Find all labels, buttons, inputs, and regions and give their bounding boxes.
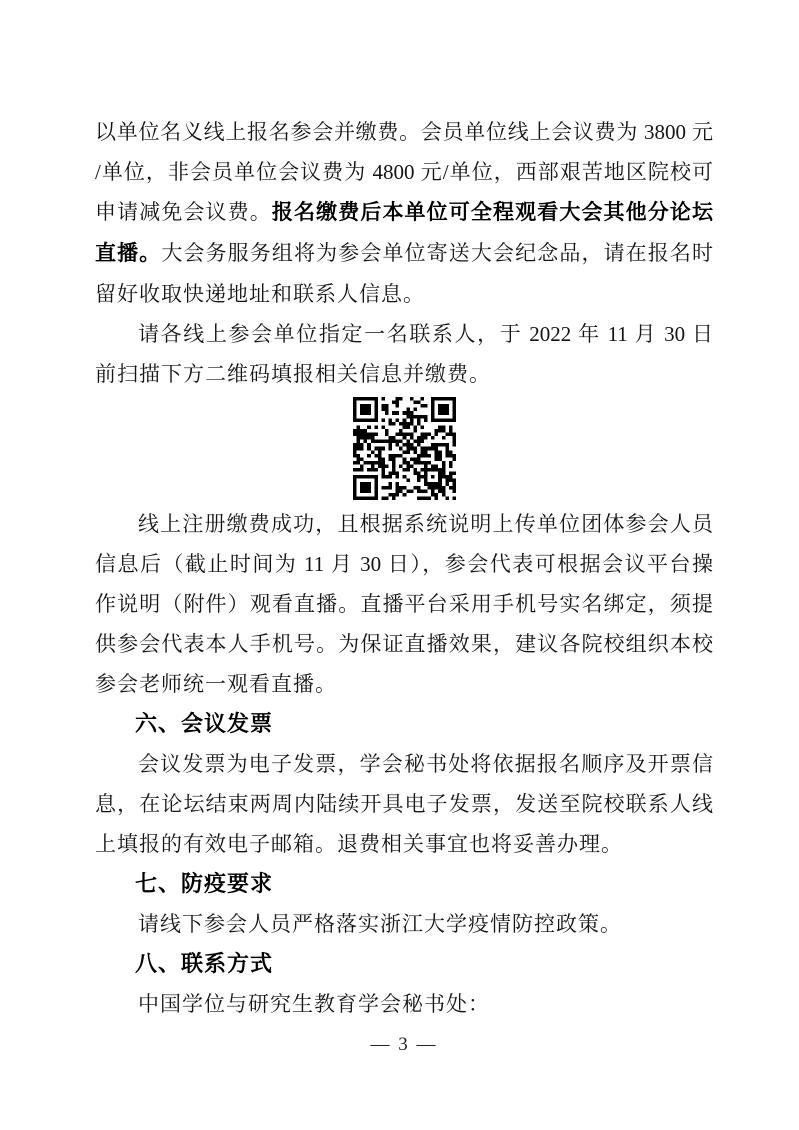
text-line	[95, 984, 713, 1024]
text-run: 请线下参会人员严格落实浙江大学疫情防控政策。	[138, 912, 622, 936]
text-run: 作说明（附件）观看直播。直播平台采用手机号实名绑定，须提	[95, 592, 713, 616]
bold-text-run: 报名缴费后本单位可全程观看大会其他分论坛	[271, 201, 713, 224]
page-number: — 3 —	[370, 1034, 438, 1055]
text-line	[95, 624, 713, 664]
qr-code-container	[95, 397, 713, 500]
text-run: 参会老师统一观看直播。	[95, 672, 337, 696]
text-run: 中国学位与研究生教育学会秘书处：	[138, 992, 490, 1016]
section-heading: 八、联系方式	[135, 951, 274, 976]
text-line	[95, 544, 713, 584]
text-line	[95, 664, 713, 704]
bold-text-run: 直播。	[95, 242, 162, 265]
text-line	[95, 744, 713, 784]
text-run: 以单位名义线上报名参会并缴费。会员单位线上会议费为 3800 元	[95, 120, 713, 144]
section-heading: 七、防疫要求	[135, 871, 274, 896]
text-run: 前扫描下方二维码填报相关信息并缴费。	[95, 362, 491, 386]
text-line	[95, 233, 713, 274]
text-line	[95, 314, 713, 354]
text-line	[95, 152, 713, 192]
text-run: 会议发票为电子发票，学会秘书处将依据报名顺序及开票信	[138, 752, 713, 776]
text-run: 请各线上参会单位指定一名联系人，于 2022 年 11 月 30 日	[138, 322, 713, 346]
document-body	[95, 112, 713, 1060]
text-run: 信息后（截止时间为 11 月 30 日），参会代表可根据会议平台操	[95, 552, 713, 576]
text-line	[95, 904, 713, 944]
text-run: 息，在论坛结束两周内陆续开具电子发票，发送至院校联系人线	[95, 792, 713, 816]
qr-code	[353, 397, 456, 500]
text-line	[95, 274, 713, 314]
text-run: 线上注册缴费成功，且根据系统说明上传单位团体参会人员	[138, 512, 713, 536]
text-line	[95, 192, 713, 233]
text-run: 申请减免会议费。	[95, 200, 272, 224]
text-run: 上填报的有效电子邮箱。退费相关事宜也将妥善办理。	[95, 832, 623, 856]
text-run: 供参会代表本人手机号。为保证直播效果，建议各院校组织本校	[95, 632, 713, 656]
text-run: /单位，非会员单位会议费为 4800 元/单位，西部艰苦地区院校可	[95, 160, 713, 184]
text-line	[95, 824, 713, 864]
text-run: 大会务服务组将为参会单位寄送大会纪念品，请在报名时	[161, 241, 714, 265]
text-run: 留好收取快递地址和联系人信息。	[95, 282, 425, 306]
text-line	[95, 584, 713, 624]
text-line	[95, 112, 713, 152]
text-line	[95, 504, 713, 544]
text-line	[95, 354, 713, 394]
section-heading: 六、会议发票	[135, 711, 274, 736]
text-line	[95, 784, 713, 824]
